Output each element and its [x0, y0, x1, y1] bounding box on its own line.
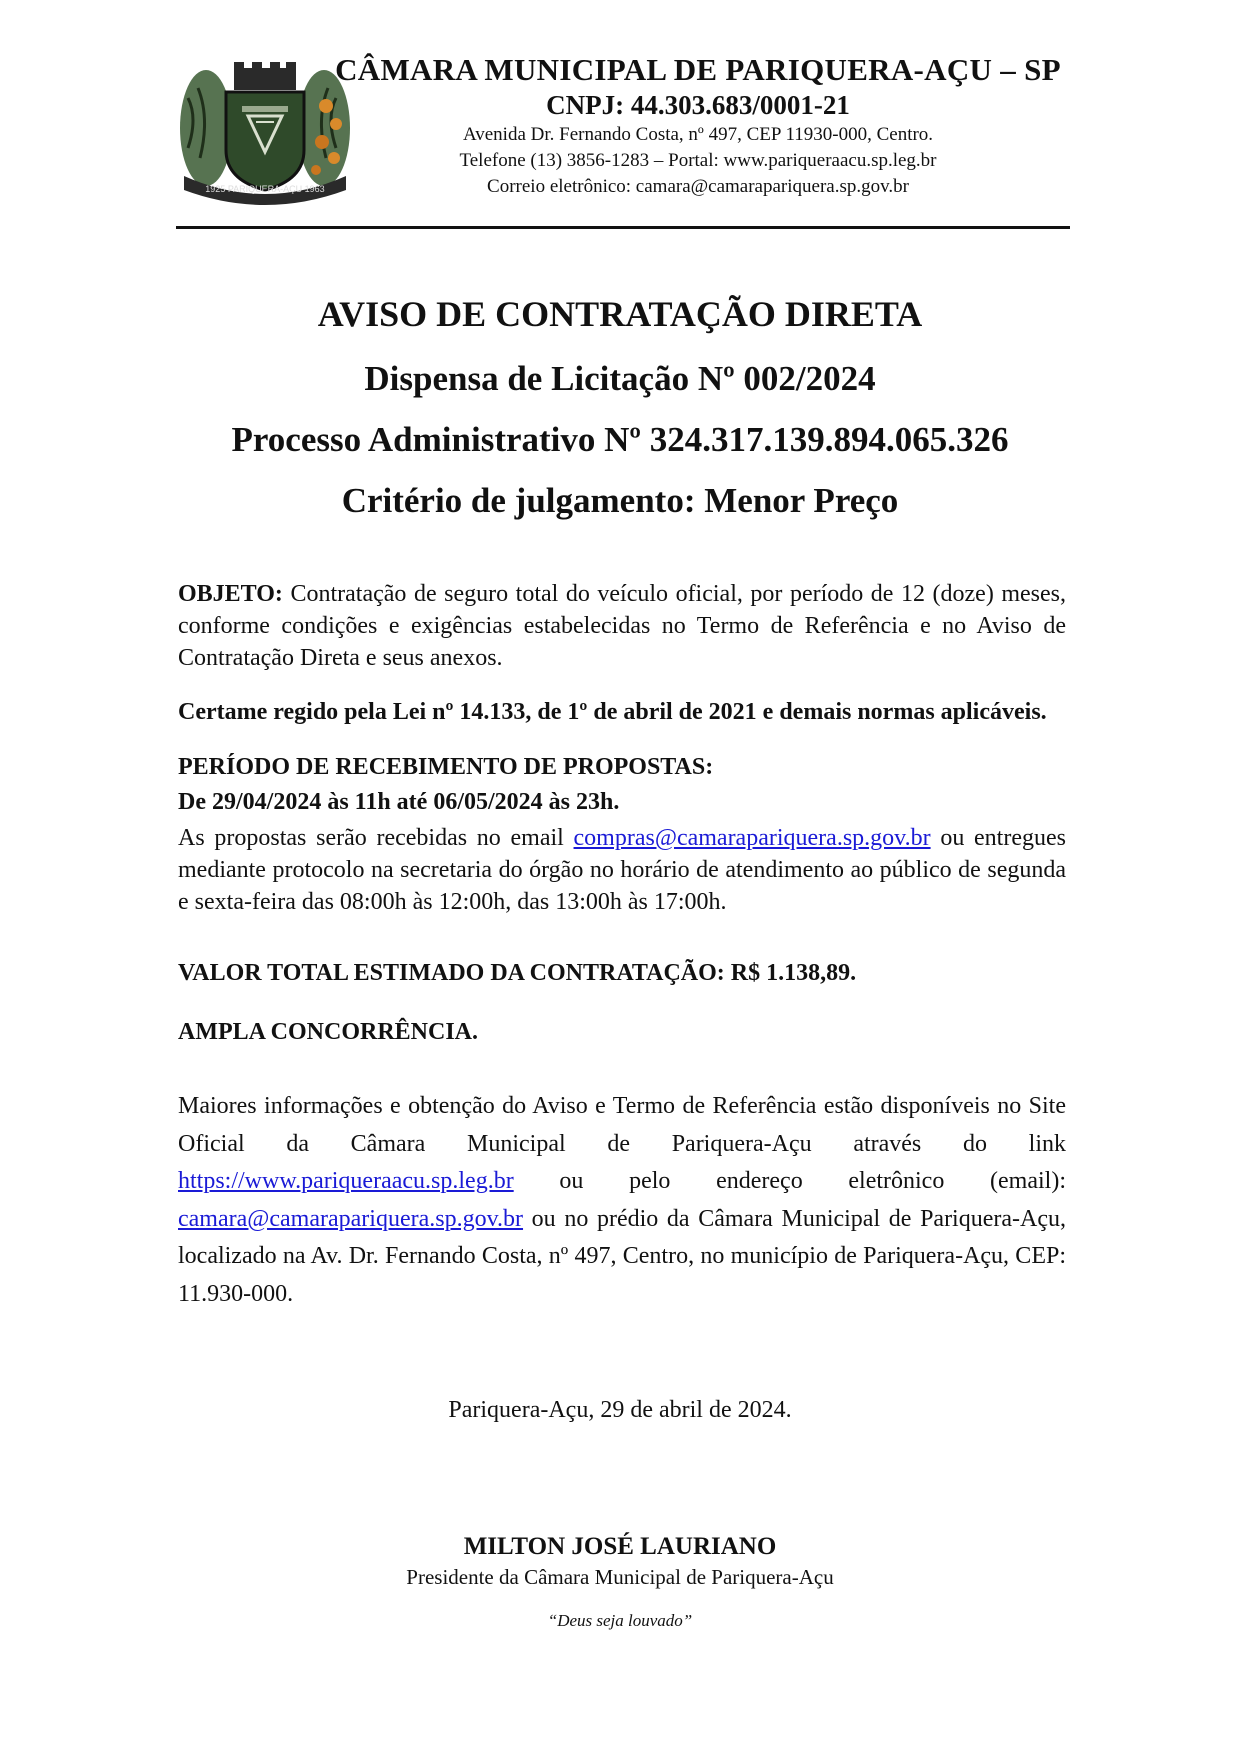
notice-title: AVISO DE CONTRATAÇÃO DIRETA [317, 294, 923, 334]
dispensa-title: Dispensa de Licitação Nº 002/2024 [364, 359, 876, 398]
phone-portal: Telefone (13) 3856-1283 – Portal: www.pariqueraacu.sp.leg.br [459, 150, 937, 171]
maiores-informacoes-paragraph [178, 1088, 1066, 1313]
motto: “Deus seja louvado” [547, 1611, 693, 1630]
document-date: Pariquera-Açu, 29 de abril de 2024. [448, 1397, 792, 1423]
letterhead-text [326, 52, 1070, 200]
site-link[interactable]: https://www.pariqueraacu.sp.leg.br [178, 1168, 514, 1194]
maiores-part2: ou pelo endereço eletrônico (email): [513, 1168, 1066, 1194]
propostas-text-before: As propostas serão recebidas no email [178, 825, 574, 851]
contact-email: Correio eletrônico: camara@camarapariquera.sp.gov.br [487, 176, 909, 197]
valor-estimado: VALOR TOTAL ESTIMADO DA CONTRATAÇÃO: R$ 1.138,89. [178, 960, 857, 986]
maiores-part3: ou no prédio da Câmara Municipal de Pariquera-Açu, localizado na Av. Dr. Fernando Costa, nº 497, Centro, no município de Pariquera-Açu, CEP: 11.930-000. [178, 1205, 1066, 1307]
institution-name: CÂMARA MUNICIPAL DE PARIQUERA-AÇU – SP [335, 52, 1061, 87]
crest-ribbon-text: 1925 PARIQUERA-AÇU 1963 [205, 184, 325, 194]
signature-block [120, 1531, 1120, 1591]
signatory-name: MILTON JOSÉ LAURIANO [463, 1533, 777, 1560]
criterio-title: Critério de julgamento: Menor Preço [341, 481, 899, 520]
title-block [120, 290, 1120, 525]
objeto-text: Contratação de seguro total do veículo oficial, por período de 12 (doze) meses, conforme condições e exigências estabelecidas no Termo de Referência e no Aviso de Contratação Direta e seus anexos. [178, 581, 1066, 671]
compras-email-link[interactable]: compras@camarapariquera.sp.gov.br [573, 825, 931, 851]
periodo-heading: PERÍODO DE RECEBIMENTO DE PROPOSTAS: [178, 754, 714, 780]
objeto-label: OBJETO: [178, 581, 283, 607]
propostas-paragraph [178, 822, 1066, 918]
periodo-range: De 29/04/2024 às 11h até 06/05/2024 às 23h. [178, 789, 620, 815]
objeto-paragraph [178, 578, 1066, 674]
processo-title: Processo Administrativo Nº 324.317.139.894.065.326 [231, 420, 1009, 459]
maiores-part1: Maiores informações e obtenção do Aviso e Termo de Referência estão disponíveis no Site Oficial da Câmara Municipal de Pariquera-Açu através do link [178, 1093, 1066, 1157]
cnpj: CNPJ: 44.303.683/0001-21 [546, 90, 850, 120]
ampla-concorrencia: AMPLA CONCORRÊNCIA. [178, 1019, 478, 1045]
propostas-text-after: ou entregues mediante protocolo na secretaria do órgão no horário de atendimento ao público de segunda e sexta-feira das 08:00h às 12:00h, das 13:00h às 17:00h. [178, 825, 1066, 915]
header-divider [176, 226, 1070, 229]
address: Avenida Dr. Fernando Costa, nº 497, CEP 11930-000, Centro. [462, 124, 934, 145]
camara-email-link[interactable]: camara@camarapariquera.sp.gov.br [178, 1205, 524, 1232]
signatory-role: Presidente da Câmara Municipal de Pariquera-Açu [406, 1565, 834, 1589]
certame-paragraph: Certame regido pela Lei nº 14.133, de 1º de abril de 2021 e demais normas aplicáveis. [178, 699, 1047, 725]
letterhead [176, 52, 1070, 227]
document-body [178, 578, 1066, 1313]
